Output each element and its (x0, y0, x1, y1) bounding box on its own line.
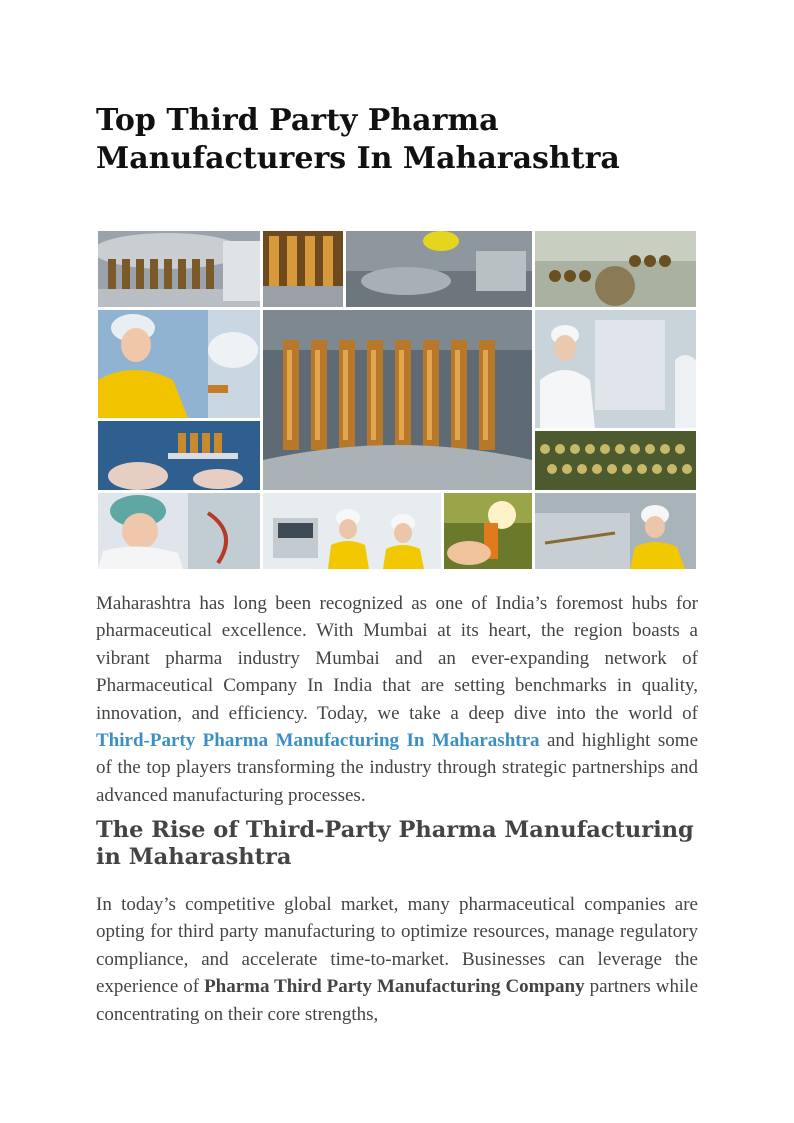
photo-worker-machine (535, 493, 696, 569)
title-line-2: Manufacturers In Maharashtra (96, 141, 620, 176)
section-heading: The Rise of Third-Party Pharma Manufacturing in Maharashtra (96, 817, 694, 870)
photo-control-panel (263, 493, 441, 569)
intro-paragraph (96, 590, 698, 809)
photo-technician-yellow (98, 310, 260, 418)
intro-text-after-link: and highlight some of the top players transforming the industry through strategic partnerships and advanced manufacturing processes. (96, 730, 699, 806)
photo-ampoule-inspection (98, 421, 260, 490)
photo-cleanroom-workers (535, 310, 696, 428)
section-bold-text: Pharma Third Party Manufacturing Company (204, 976, 585, 998)
section-text-after-bold: partners while concentrating on their core strengths, (96, 976, 698, 1025)
section-text-before-bold: In today’s competitive global market, many pharmaceutical companies are opting for third party manufacturing to optimize resources, manage regulatory compliance, and accelerate time-to-market. Businesses can leverage the experience of (96, 894, 698, 998)
title-line-1: Top Third Party Pharma (96, 103, 499, 138)
photo-vial-rows (535, 431, 696, 490)
photo-vial-check (444, 493, 532, 569)
photo-amber-ampoules (263, 231, 343, 307)
intro-text-before-link: Maharashtra has long been recognized as one of India’s foremost hubs for pharmaceutical excellence. With Mumbai at its heart, the region boasts a vibrant pharma industry Mumbai and an ever-expanding network of Pharmaceutical Company In India that are setting benchmarks in quality, innovation, and efficiency. Today, we take a deep dive into the world of (96, 593, 698, 724)
section-paragraph (96, 891, 698, 1028)
pharma-photo-collage (98, 231, 696, 569)
photo-bottle-line (535, 231, 696, 307)
photo-ampoules-closeup (263, 310, 532, 490)
maharashtra-manufacturing-link[interactable]: Third-Party Pharma Manufacturing In Maharashtra (96, 730, 540, 752)
photo-vial-machine (98, 231, 260, 307)
photo-glove-production (346, 231, 532, 307)
page-title (96, 102, 698, 178)
photo-worker-hairnet (98, 493, 260, 569)
